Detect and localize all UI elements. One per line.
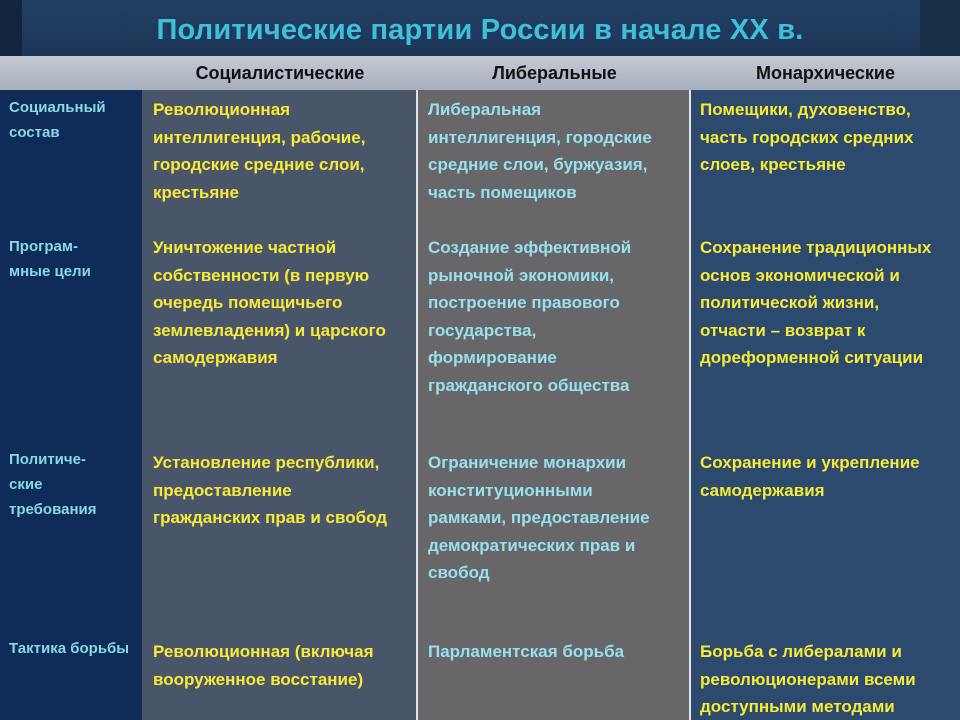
cell-socialist-social-composition: Революционная интеллигенция, рабочие, городские средние слои, крестьяне [153,100,366,202]
cell-monarchist-tactics: Борьба с либералами и революционерами всеми доступными методами [700,642,916,716]
header-socialist: Социалистические [195,63,365,83]
cell-socialist-tactics: Революционная (включая вооруженное восстание) [153,642,374,689]
row-label-tactics: Тактика борьбы [9,640,130,657]
cell-socialist-program-goals: Уничтожение частной собственности (в первую очередь помещичьего землевладения) и царского самодержавия [153,238,386,367]
table-header-row [0,56,960,90]
cell-monarchist-program-goals: Сохранение традиционных основ экономической и политической жизни, отчасти – возврат к дореформенной ситуации [700,238,932,367]
cell-liberal-program-goals: Создание эффективной рыночной экономики, построение правового государства, формирование гражданского общества [428,238,632,395]
row-label-political-demands: Политиче- ские требования [9,451,97,518]
header-monarchist: Монархические [755,63,896,83]
row-label-program-goals: Програм- мные цели [9,238,91,280]
cell-liberal-social-composition: Либеральная интеллигенция, городские средние слои, буржуазия, часть помещиков [428,100,652,202]
page-title: Политические партии России в начале ХХ в. [156,14,804,46]
cell-monarchist-political-demands: Сохранение и укрепление самодержавия [700,453,920,500]
cell-socialist-political-demands: Установление республики, предоставление гражданских прав и свобод [153,453,388,527]
monarchist-column [691,90,960,720]
row-labels-column [0,90,142,720]
cell-monarchist-social-composition: Помещики, духовенство, часть городских средних слоев, крестьяне [700,100,914,174]
cell-liberal-tactics: Парламентская борьба [428,642,625,661]
row-label-social-composition: Социальный состав [9,99,106,141]
cell-liberal-political-demands: Ограничение монархии конституционными рамками, предоставление демократических прав и свобод [428,453,650,582]
title-band [0,0,960,56]
header-liberal: Либеральные [492,63,617,83]
